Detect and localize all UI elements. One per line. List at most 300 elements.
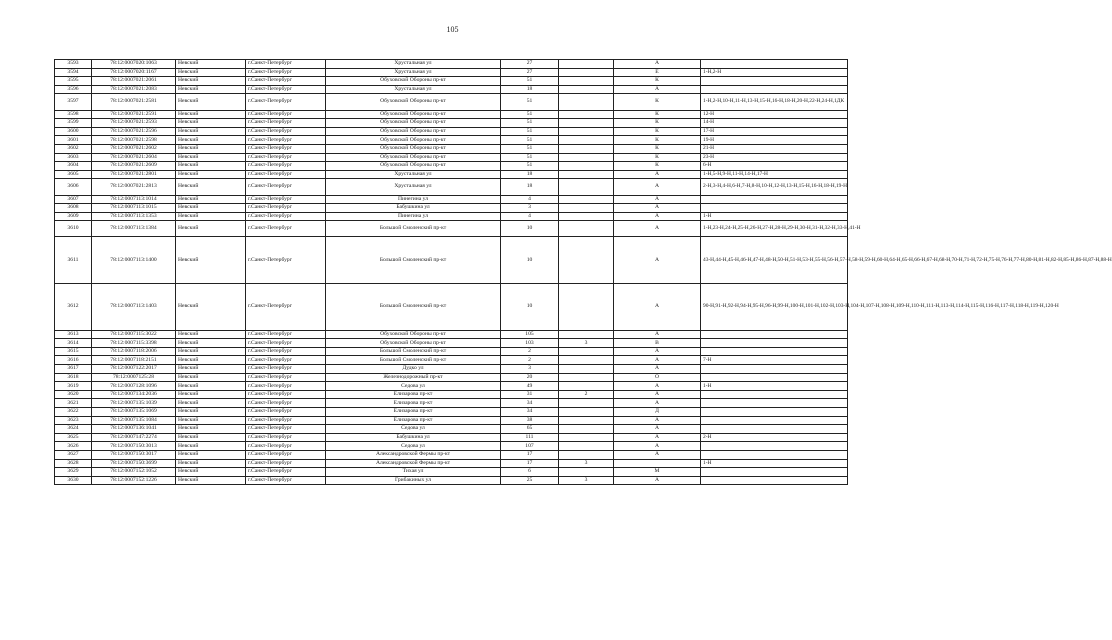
street-cell: Хрустальная ул [326, 68, 501, 77]
table-row [55, 204, 848, 213]
premises-cell [701, 442, 848, 451]
premises-cell: 6-Н [701, 162, 848, 171]
cadastral-number-cell: 78:12:0007021:2801 [92, 170, 176, 179]
letter-cell: А [614, 195, 701, 204]
city-cell: г.Санкт-Петербург [246, 468, 326, 477]
cadastral-number-cell: 78:12:0007021:2593 [92, 119, 176, 128]
house-number-cell: 107 [501, 442, 559, 451]
row-number-cell: 3599 [55, 119, 92, 128]
letter-cell: М [614, 468, 701, 477]
row-number-cell: 3606 [55, 179, 92, 195]
premises-cell [701, 77, 848, 86]
building-number-cell: 3 [559, 476, 614, 485]
building-number-cell [559, 284, 614, 331]
cadastral-number-cell: 78:12:0007125:28 [92, 373, 176, 382]
cadastral-number-cell: 78:12:0007021:2813 [92, 179, 176, 195]
street-cell: Большой Смоленский пр-кт [326, 284, 501, 331]
district-cell: Невский [176, 347, 246, 356]
letter-cell: А [614, 330, 701, 339]
street-cell: Обуховской Обороны пр-кт [326, 136, 501, 145]
row-number-cell: 3626 [55, 442, 92, 451]
city-cell: г.Санкт-Петербург [246, 237, 326, 284]
city-cell: г.Санкт-Петербург [246, 94, 326, 110]
street-cell: Александровской Фермы пр-кт [326, 450, 501, 459]
letter-cell: А [614, 237, 701, 284]
building-number-cell [559, 425, 614, 434]
house-number-cell: 34 [501, 399, 559, 408]
letter-cell: К [614, 77, 701, 86]
street-cell: Александровской Фермы пр-кт [326, 459, 501, 468]
city-cell: г.Санкт-Петербург [246, 284, 326, 331]
city-cell: г.Санкт-Петербург [246, 179, 326, 195]
cadastral-number-cell: 78:12:0007113:1015 [92, 204, 176, 213]
building-number-cell [559, 237, 614, 284]
building-number-cell [559, 144, 614, 153]
building-number-cell [559, 433, 614, 442]
district-cell: Невский [176, 77, 246, 86]
district-cell: Невский [176, 94, 246, 110]
letter-cell [614, 459, 701, 468]
city-cell: г.Санкт-Петербург [246, 85, 326, 94]
street-cell: Дудко ул [326, 365, 501, 374]
row-number-cell: 3601 [55, 136, 92, 145]
house-number-cell: 20 [501, 373, 559, 382]
city-cell: г.Санкт-Петербург [246, 373, 326, 382]
premises-cell: 17-Н [701, 127, 848, 136]
street-cell: Пинегина ул [326, 212, 501, 221]
letter-cell: А [614, 476, 701, 485]
table-row [55, 450, 848, 459]
premises-cell: 2-Н [701, 433, 848, 442]
table-row [55, 339, 848, 348]
house-number-cell: 18 [501, 85, 559, 94]
building-number-cell [559, 347, 614, 356]
letter-cell: А [614, 382, 701, 391]
premises-cell [701, 476, 848, 485]
district-cell: Невский [176, 365, 246, 374]
street-cell: Хрустальная ул [326, 179, 501, 195]
house-number-cell: 10 [501, 221, 559, 237]
cadastral-number-cell: 78:12:0007118:2151 [92, 356, 176, 365]
street-cell: Елизарова пр-кт [326, 390, 501, 399]
premises-cell [701, 195, 848, 204]
premises-cell [701, 60, 848, 69]
cadastral-number-cell: 78:12:0007021:2598 [92, 136, 176, 145]
district-cell: Невский [176, 442, 246, 451]
district-cell: Невский [176, 339, 246, 348]
table-row [55, 408, 848, 417]
cadastral-number-cell: 78:12:0007150:3017 [92, 450, 176, 459]
street-cell: Бабушкина ул [326, 204, 501, 213]
table-row [55, 416, 848, 425]
street-cell: Хрустальная ул [326, 85, 501, 94]
row-number-cell: 3624 [55, 425, 92, 434]
letter-cell: А [614, 60, 701, 69]
row-number-cell: 3597 [55, 94, 92, 110]
row-number-cell: 3625 [55, 433, 92, 442]
premises-cell: 1-Н [701, 459, 848, 468]
premises-cell: 1-Н [701, 212, 848, 221]
cadastral-number-cell: 78:12:0007135:1069 [92, 408, 176, 417]
cadastral-number-cell: 78:12:0007113:1384 [92, 221, 176, 237]
row-number-cell: 3619 [55, 382, 92, 391]
street-cell: Обуховской Обороны пр-кт [326, 144, 501, 153]
letter-cell: Д [614, 408, 701, 417]
letter-cell: А [614, 390, 701, 399]
house-number-cell: 17 [501, 459, 559, 468]
city-cell: г.Санкт-Петербург [246, 68, 326, 77]
district-cell: Невский [176, 162, 246, 171]
district-cell: Невский [176, 221, 246, 237]
row-number-cell: 3627 [55, 450, 92, 459]
letter-cell: А [614, 85, 701, 94]
cadastral-number-cell: 78:12:0007021:2061 [92, 77, 176, 86]
city-cell: г.Санкт-Петербург [246, 416, 326, 425]
building-number-cell [559, 170, 614, 179]
table-row [55, 365, 848, 374]
house-number-cell: 27 [501, 68, 559, 77]
cadastral-number-cell: 78:12:0007147:2274 [92, 433, 176, 442]
table-row [55, 476, 848, 485]
letter-cell: К [614, 110, 701, 119]
house-number-cell: 38 [501, 416, 559, 425]
table-row [55, 162, 848, 171]
city-cell: г.Санкт-Петербург [246, 425, 326, 434]
building-number-cell [559, 416, 614, 425]
house-number-cell: 111 [501, 433, 559, 442]
building-number-cell [559, 77, 614, 86]
table-row [55, 425, 848, 434]
row-number-cell: 3596 [55, 85, 92, 94]
table-row [55, 85, 848, 94]
premises-cell [701, 85, 848, 94]
building-number-cell [559, 68, 614, 77]
table-body [55, 60, 1112, 485]
cadastral-number-cell: 78:12:0007128:1096 [92, 382, 176, 391]
premises-cell: 1-Н [701, 382, 848, 391]
city-cell: г.Санкт-Петербург [246, 127, 326, 136]
row-number-cell: 3602 [55, 144, 92, 153]
building-number-cell [559, 110, 614, 119]
table-row [55, 170, 848, 179]
district-cell: Невский [176, 179, 246, 195]
premises-cell [701, 425, 848, 434]
house-number-cell: 51 [501, 136, 559, 145]
street-cell: Обуховской Обороны пр-кт [326, 330, 501, 339]
house-number-cell: 105 [501, 330, 559, 339]
table-row [55, 60, 848, 69]
row-number-cell: 3598 [55, 110, 92, 119]
house-number-cell: 51 [501, 153, 559, 162]
row-number-cell: 3614 [55, 339, 92, 348]
district-cell: Невский [176, 127, 246, 136]
table-row [55, 212, 848, 221]
cadastral-number-cell: 78:12:0007020:1167 [92, 68, 176, 77]
premises-cell [701, 339, 848, 348]
building-number-cell: 3 [559, 459, 614, 468]
premises-cell: 1-Н,5-Н,9-Н,11-Н,14-Н,17-Н [701, 170, 848, 179]
building-number-cell [559, 136, 614, 145]
premises-cell: 21-Н [701, 144, 848, 153]
premises-cell: 14-Н [701, 119, 848, 128]
premises-cell: 43-Н,44-Н,45-Н,46-Н,47-Н,48-Н,50-Н,51-Н,53-Н,55-Н,56-Н,57-Н,58-Н,59-Н,60-Н,64-Н,65-Н,66-Н,67-Н,68-Н,70-Н,71-Н,72-Н,75-Н,76-Н,77-Н,80-Н,81-Н,82-Н,85-Н,86-Н,87-Н,88-Н [701, 237, 848, 284]
row-number-cell: 3628 [55, 459, 92, 468]
city-cell: г.Санкт-Петербург [246, 170, 326, 179]
table-row [55, 330, 848, 339]
table-row [55, 382, 848, 391]
letter-cell: Е [614, 68, 701, 77]
row-number-cell: 3621 [55, 399, 92, 408]
table-row [55, 237, 848, 284]
premises-cell: 12-Н [701, 110, 848, 119]
premises-cell [701, 347, 848, 356]
street-cell: Хрустальная ул [326, 60, 501, 69]
district-cell: Невский [176, 110, 246, 119]
table-row [55, 442, 848, 451]
city-cell: г.Санкт-Петербург [246, 221, 326, 237]
property-registry-table [54, 59, 1112, 485]
premises-cell: 2-Н,3-Н,4-Н,6-Н,7-Н,8-Н,10-Н,12-Н,13-Н,15-Н,16-Н,18-Н,19-Н [701, 179, 848, 195]
house-number-cell: 18 [501, 179, 559, 195]
row-number-cell: 3620 [55, 390, 92, 399]
city-cell: г.Санкт-Петербург [246, 476, 326, 485]
premises-cell [701, 390, 848, 399]
row-number-cell: 3609 [55, 212, 92, 221]
city-cell: г.Санкт-Петербург [246, 459, 326, 468]
row-number-cell: 3612 [55, 284, 92, 331]
premises-cell: 1-Н,2-Н [701, 68, 848, 77]
table-row [55, 356, 848, 365]
house-number-cell: 51 [501, 162, 559, 171]
premises-cell [701, 204, 848, 213]
letter-cell: А [614, 416, 701, 425]
table-row [55, 144, 848, 153]
table-row [55, 68, 848, 77]
cadastral-number-cell: 78:12:0007150:3699 [92, 459, 176, 468]
letter-cell: К [614, 144, 701, 153]
city-cell: г.Санкт-Петербург [246, 408, 326, 417]
building-number-cell: 2 [559, 390, 614, 399]
house-number-cell: 3 [501, 204, 559, 213]
district-cell: Невский [176, 237, 246, 284]
cadastral-number-cell: 78:12:0007021:2591 [92, 110, 176, 119]
table-row [55, 399, 848, 408]
table-row [55, 136, 848, 145]
cadastral-number-cell: 78:12:0007021:2609 [92, 162, 176, 171]
district-cell: Невский [176, 459, 246, 468]
row-number-cell: 3603 [55, 153, 92, 162]
letter-cell: А [614, 179, 701, 195]
city-cell: г.Санкт-Петербург [246, 356, 326, 365]
cadastral-number-cell: 78:12:0007115:3398 [92, 339, 176, 348]
street-cell: Большой Смоленский пр-кт [326, 347, 501, 356]
cadastral-number-cell: 78:12:0007115:3022 [92, 330, 176, 339]
district-cell: Невский [176, 170, 246, 179]
cadastral-number-cell: 78:12:0007020:1063 [92, 60, 176, 69]
district-cell: Невский [176, 60, 246, 69]
cadastral-number-cell: 78:12:0007021:2596 [92, 127, 176, 136]
premises-cell: 90-Н,91-Н,92-Н,94-Н,95-Н,96-Н,99-Н,100-Н,101-Н,102-Н,103-Н,104-Н,107-Н,108-Н,109-Н,110-Н,111-Н,113-Н,114-Н,115-Н,116-Н,117-Н,118-Н,119-Н,120-Н [701, 284, 848, 331]
cadastral-number-cell: 78:12:0007118:2006 [92, 347, 176, 356]
page-number: 105 [446, 25, 459, 34]
district-cell: Невский [176, 416, 246, 425]
district-cell: Невский [176, 136, 246, 145]
table-row [55, 127, 848, 136]
row-number-cell: 3608 [55, 204, 92, 213]
city-cell: г.Санкт-Петербург [246, 77, 326, 86]
row-number-cell: 3629 [55, 468, 92, 477]
table-row [55, 284, 848, 331]
cadastral-number-cell: 78:12:0007021:2604 [92, 153, 176, 162]
cadastral-number-cell: 78:12:0007152:1052 [92, 468, 176, 477]
city-cell: г.Санкт-Петербург [246, 204, 326, 213]
building-number-cell [559, 85, 614, 94]
building-number-cell [559, 442, 614, 451]
district-cell: Невский [176, 284, 246, 331]
table-row [55, 179, 848, 195]
street-cell: Седова ул [326, 382, 501, 391]
house-number-cell: 10 [501, 284, 559, 331]
table-row [55, 119, 848, 128]
cadastral-number-cell: 78:12:0007150:3013 [92, 442, 176, 451]
row-number-cell: 3613 [55, 330, 92, 339]
cadastral-number-cell: 78:12:0007113:1014 [92, 195, 176, 204]
street-cell: Обуховской Обороны пр-кт [326, 77, 501, 86]
street-cell: Грибакиных ул [326, 476, 501, 485]
letter-cell: А [614, 425, 701, 434]
house-number-cell: 51 [501, 110, 559, 119]
building-number-cell [559, 330, 614, 339]
city-cell: г.Санкт-Петербург [246, 339, 326, 348]
district-cell: Невский [176, 408, 246, 417]
premises-cell [701, 468, 848, 477]
letter-cell: А [614, 399, 701, 408]
building-number-cell [559, 399, 614, 408]
table-row [55, 221, 848, 237]
district-cell: Невский [176, 425, 246, 434]
building-number-cell [559, 408, 614, 417]
letter-cell: К [614, 136, 701, 145]
cadastral-number-cell: 78:12:0007021:2581 [92, 94, 176, 110]
table-row [55, 459, 848, 468]
table-row [55, 433, 848, 442]
district-cell: Невский [176, 144, 246, 153]
letter-cell: К [614, 94, 701, 110]
city-cell: г.Санкт-Петербург [246, 136, 326, 145]
building-number-cell [559, 221, 614, 237]
letter-cell: А [614, 442, 701, 451]
district-cell: Невский [176, 330, 246, 339]
street-cell: Обуховской Обороны пр-кт [326, 119, 501, 128]
city-cell: г.Санкт-Петербург [246, 450, 326, 459]
letter-cell: А [614, 170, 701, 179]
district-cell: Невский [176, 390, 246, 399]
house-number-cell: 10 [501, 237, 559, 284]
city-cell: г.Санкт-Петербург [246, 162, 326, 171]
letter-cell: А [614, 365, 701, 374]
premises-cell [701, 399, 848, 408]
street-cell: Елизарова пр-кт [326, 416, 501, 425]
premises-cell: 7-Н [701, 356, 848, 365]
house-number-cell: 34 [501, 408, 559, 417]
table-row [55, 77, 848, 86]
house-number-cell: 4 [501, 212, 559, 221]
street-cell: Тихая ул [326, 468, 501, 477]
cadastral-number-cell: 78:12:0007152:1226 [92, 476, 176, 485]
table-row [55, 94, 848, 110]
premises-cell [701, 408, 848, 417]
letter-cell: К [614, 127, 701, 136]
city-cell: г.Санкт-Петербург [246, 195, 326, 204]
house-number-cell: 31 [501, 390, 559, 399]
row-number-cell: 3630 [55, 476, 92, 485]
street-cell: Обуховской Обороны пр-кт [326, 339, 501, 348]
building-number-cell [559, 356, 614, 365]
building-number-cell [559, 195, 614, 204]
house-number-cell: 18 [501, 170, 559, 179]
table-row [55, 468, 848, 477]
district-cell: Невский [176, 476, 246, 485]
district-cell: Невский [176, 195, 246, 204]
premises-cell [701, 416, 848, 425]
table-row [55, 195, 848, 204]
row-number-cell: 3622 [55, 408, 92, 417]
premises-cell: 19-Н [701, 136, 848, 145]
street-cell: Большой Смоленский пр-кт [326, 221, 501, 237]
district-cell: Невский [176, 399, 246, 408]
row-number-cell: 3594 [55, 68, 92, 77]
building-number-cell [559, 373, 614, 382]
cadastral-number-cell: 78:12:0007113:1400 [92, 237, 176, 284]
district-cell: Невский [176, 204, 246, 213]
building-number-cell [559, 119, 614, 128]
city-cell: г.Санкт-Петербург [246, 153, 326, 162]
city-cell: г.Санкт-Петербург [246, 60, 326, 69]
city-cell: г.Санкт-Петербург [246, 365, 326, 374]
building-number-cell [559, 204, 614, 213]
city-cell: г.Санкт-Петербург [246, 110, 326, 119]
street-cell: Бабушкина ул [326, 433, 501, 442]
city-cell: г.Санкт-Петербург [246, 119, 326, 128]
row-number-cell: 3604 [55, 162, 92, 171]
city-cell: г.Санкт-Петербург [246, 433, 326, 442]
cadastral-number-cell: 78:12:0007134:2036 [92, 390, 176, 399]
cadastral-number-cell: 78:12:0007021:2602 [92, 144, 176, 153]
house-number-cell: 51 [501, 94, 559, 110]
letter-cell: К [614, 153, 701, 162]
table-row [55, 153, 848, 162]
building-number-cell [559, 468, 614, 477]
row-number-cell: 3593 [55, 60, 92, 69]
cadastral-number-cell: 78:12:0007113:1403 [92, 284, 176, 331]
street-cell: Обуховской Обороны пр-кт [326, 110, 501, 119]
city-cell: г.Санкт-Петербург [246, 347, 326, 356]
house-number-cell: 49 [501, 382, 559, 391]
building-number-cell [559, 450, 614, 459]
premises-cell: 1-Н,23-Н,24-Н,25-Н,26-Н,27-Н,28-Н,29-Н,30-Н,31-Н,32-Н,33-Н,41-Н [701, 221, 848, 237]
building-number-cell [559, 60, 614, 69]
street-cell: Седова ул [326, 442, 501, 451]
letter-cell: А [614, 284, 701, 331]
district-cell: Невский [176, 382, 246, 391]
building-number-cell [559, 365, 614, 374]
house-number-cell: 2 [501, 356, 559, 365]
city-cell: г.Санкт-Петербург [246, 382, 326, 391]
building-number-cell [559, 153, 614, 162]
table-row [55, 373, 848, 382]
cadastral-number-cell: 78:12:0007021:2083 [92, 85, 176, 94]
house-number-cell: 25 [501, 476, 559, 485]
